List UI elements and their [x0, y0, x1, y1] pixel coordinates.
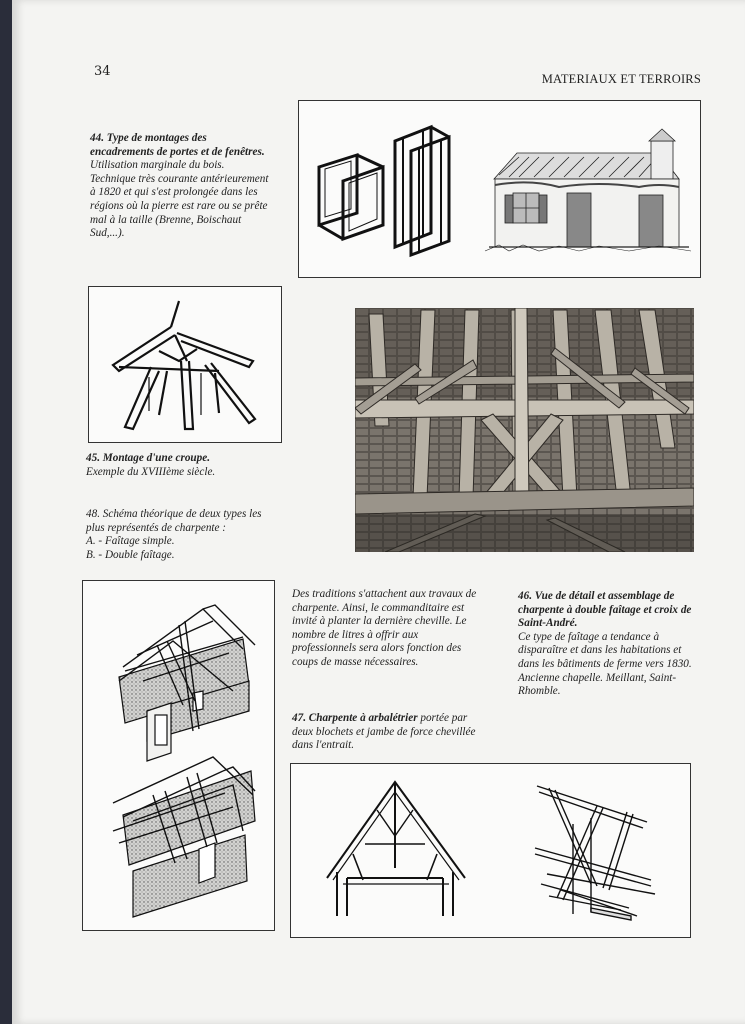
caption-47-body: portée par deux blochets et jambe de force chevillée dans l'entrait. [292, 712, 476, 752]
figure-48-charpente-types [82, 580, 275, 931]
running-header: MATERIAUX ET TERROIRS [541, 72, 701, 86]
figure-45-croupe [88, 286, 282, 443]
caption-48-title: 48. Schéma théorique de deux types les plus représentés de charpente : [86, 508, 262, 534]
caption-45-body: Exemple du XVIIIème siècle. [86, 465, 216, 478]
caption-45 [86, 452, 286, 479]
figure-47-arbaletrier [290, 763, 691, 938]
caption-48-b: B. - Double faîtage. [86, 548, 175, 561]
caption-47-title: 47. Charpente à arbalétrier [292, 712, 418, 724]
book-page [12, 0, 745, 1024]
caption-44-title: 44. Type de montages des encadrements de portes et de fenêtres. [90, 132, 265, 158]
figure-44-frames-and-house [298, 100, 701, 278]
page-number: 34 [94, 64, 111, 79]
caption-44 [90, 132, 270, 241]
caption-46-body: Ce type de faîtage a tendance à disparaître et dans les habitations et dans les bâtiments de ferme vers 1830. Ancienne chapelle. Meillant, Saint-Rhomble. [518, 630, 692, 698]
photo-46-roof-framing [355, 308, 694, 552]
caption-47 [292, 712, 488, 753]
caption-46-title: 46. Vue de détail et assemblage de charpente à double faîtage et croix de Saint-André. [518, 590, 692, 630]
caption-48 [86, 508, 266, 562]
caption-48-a: A. - Faîtage simple. [86, 535, 175, 548]
caption-46 [518, 590, 696, 699]
caption-44-body: Utilisation marginale du bois. Technique très courante antérieurement à 1820 et qui s'est prolongée dans les régions où la pierre est rare ou se prête mal à la taille (Brenne, Boischaut Sud,...). [90, 159, 269, 240]
caption-45-title: 45. Montage d'une croupe. [86, 452, 211, 464]
traditions-paragraph: Des traditions s'attachent aux travaux de charpente. Ainsi, le commanditaire est invité à planter la dernière cheville. Le nombre de litres à offrir aux professionnels sera alors fonction des coups de masse nécessaires. [292, 588, 477, 668]
